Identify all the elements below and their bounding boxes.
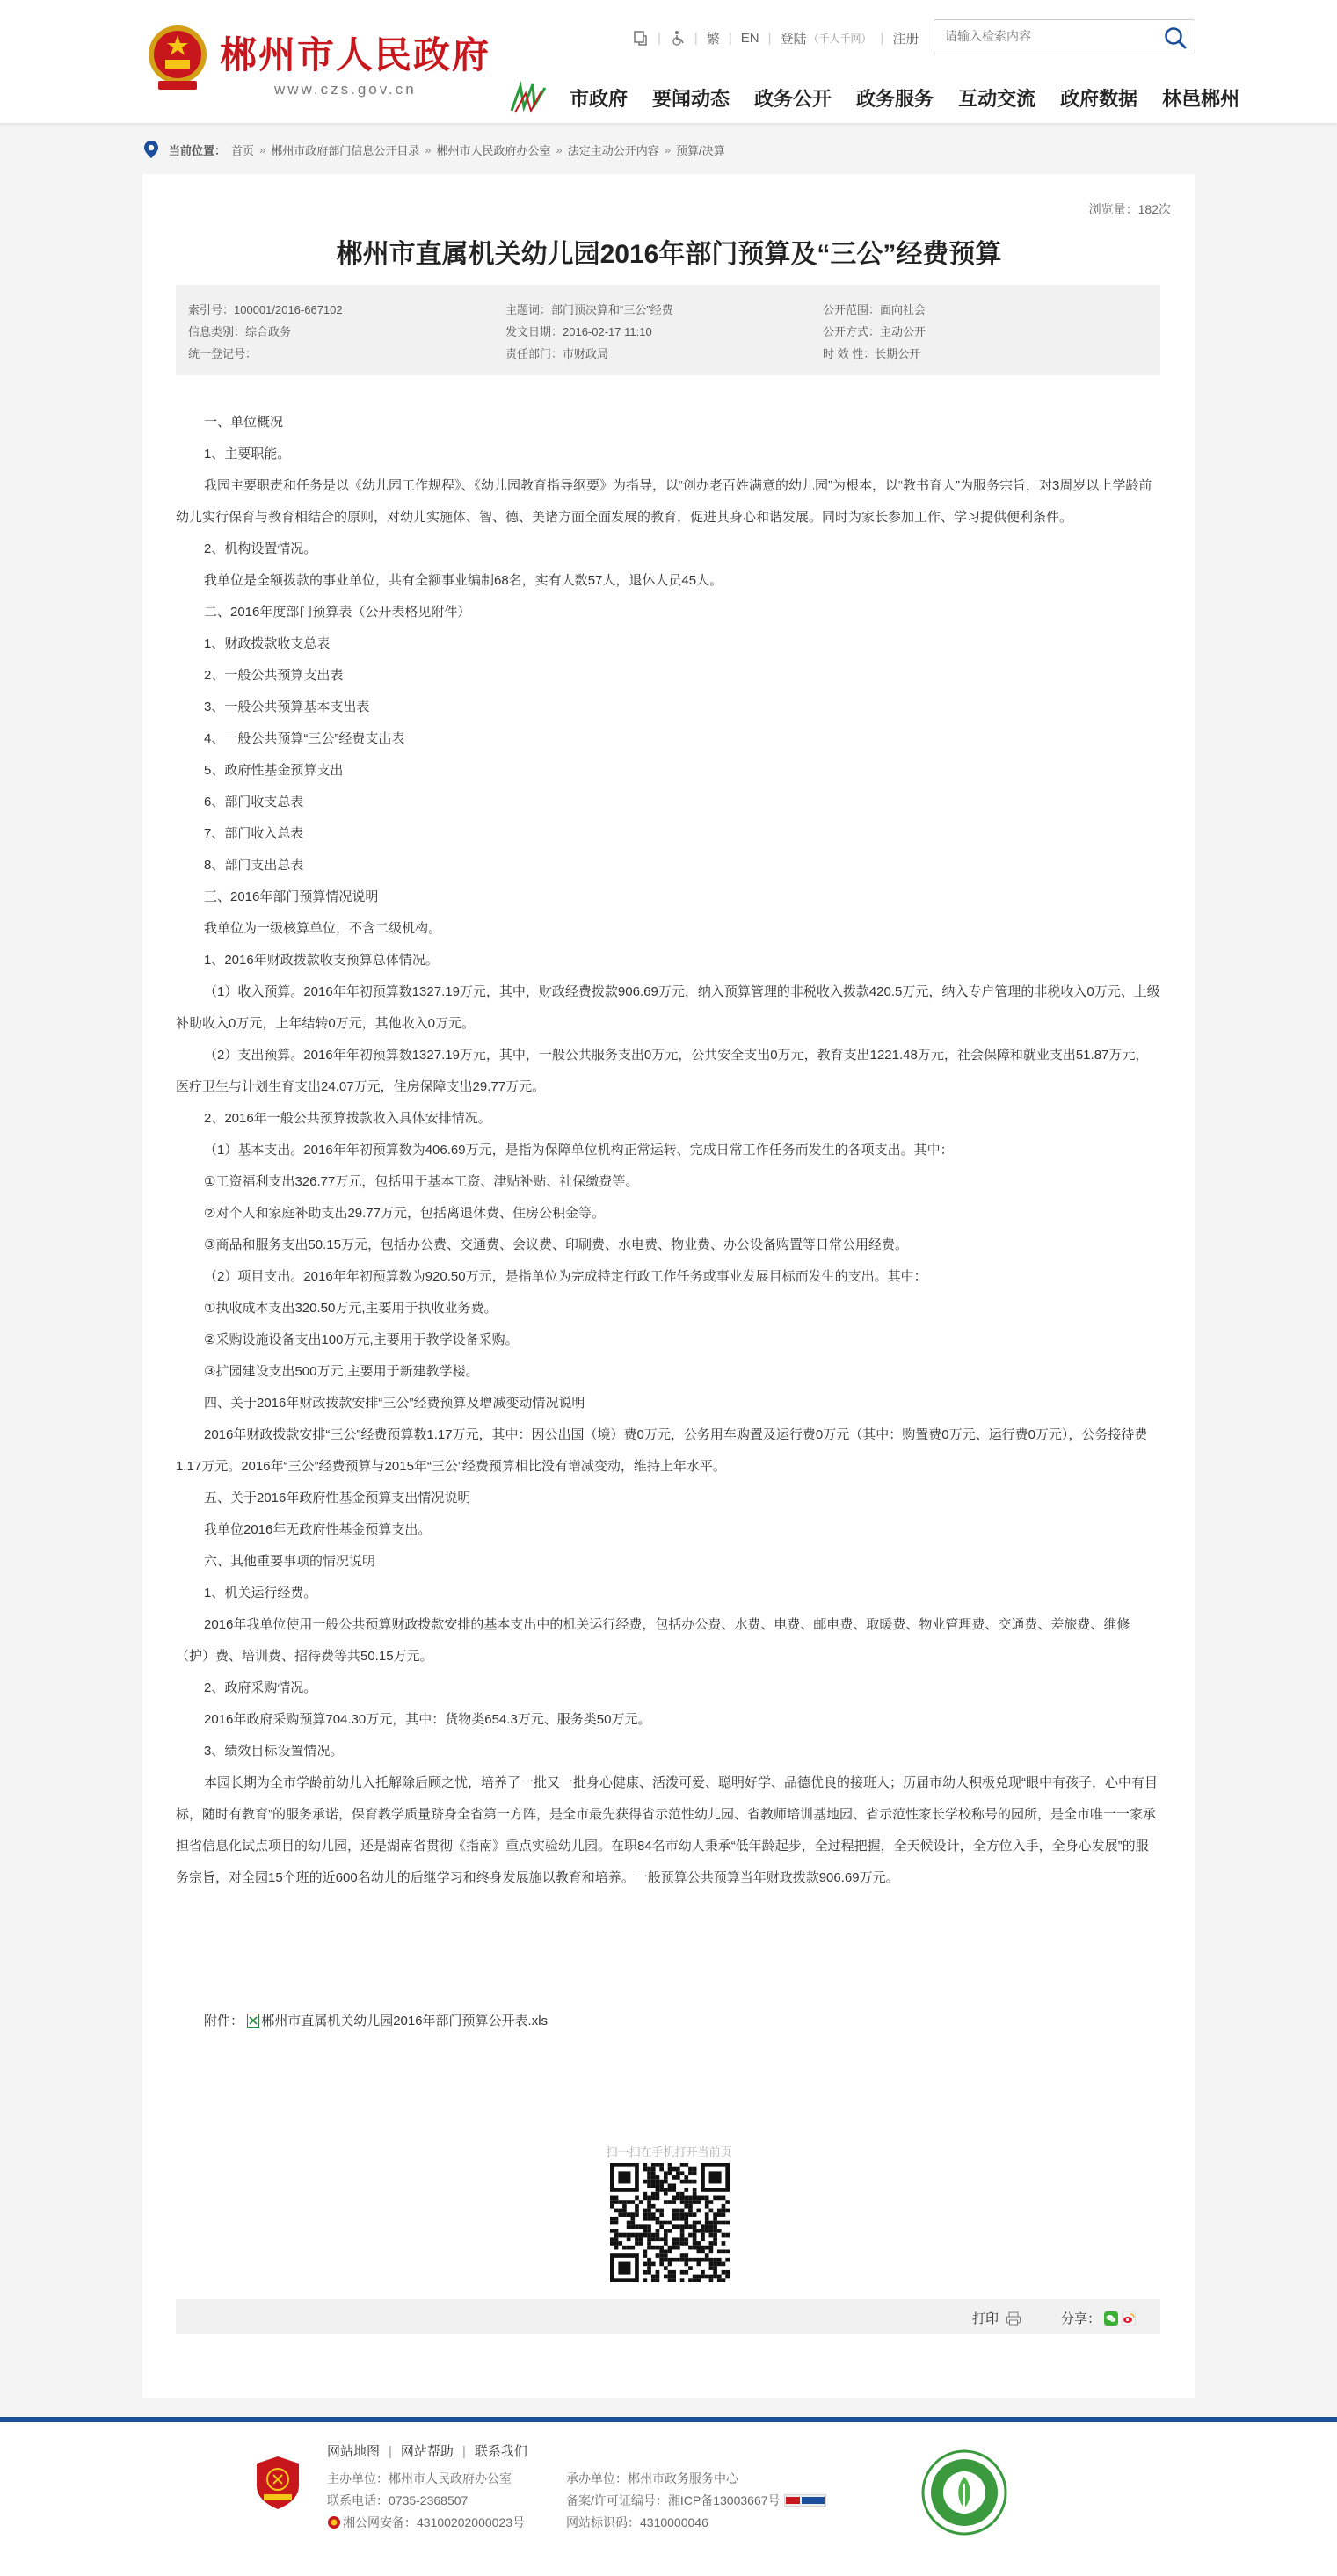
party-gov-badge-icon[interactable] — [255, 2456, 301, 2510]
breadcrumb-statutory[interactable]: 法定主动公开内容 — [567, 143, 659, 157]
article-paragraph: 本园长期为全市学龄前幼儿入托解除后顾之忧，培养了一批又一批身心健康、活泼可爱、聪明好学、品德优良的接班人；历届市幼人积极兑现“眼中有孩子，心中有目标，随时有教育”的服务承诺，保育教学质量跻身全省第一方阵，是全市最先获得省示范性幼儿园、省教师培训基地园、省示范性家长学校称号的园所，是全市唯一一家承担省信息化试点项目的幼儿园，还是湖南省贯彻《指南》重点实验幼儿园。在职84名市幼人秉承“低年龄起步，全过程把握，全天候设计，全方位入手，全身心发展”的服务宗旨，对全园15个班的近600名幼儿的后继学习和终身发展施以教育和培养。一般预算公共预算当年财政拨款906.69万元。 — [176, 1775, 1159, 1885]
article-paragraph: 2、2016年一般公共预算拨款收入具体安排情况。 — [204, 1111, 491, 1126]
footer-info-right — [566, 2468, 826, 2534]
article-paragraph: 2、机构设置情况。 — [204, 541, 317, 556]
login-label: 登陆 — [780, 31, 807, 47]
register-link[interactable]: 注册 — [892, 31, 919, 47]
article-paragraph: 2016年政府采购预算704.30万元，其中：货物类654.3万元、服务类50万元。 — [204, 1712, 651, 1727]
attachment-label: 附件： — [204, 2014, 244, 2028]
cnnic-icon — [784, 2494, 826, 2507]
footer-site-code: 网站标识码：4310000046 — [566, 2515, 708, 2529]
excel-file-icon — [247, 2014, 259, 2028]
top-toolbar: | | 繁 | EN | 登陆 （千人千网） | 注册 — [633, 26, 919, 49]
footer-link-help[interactable]: 网站帮助 — [400, 2444, 454, 2459]
article-paragraph: 四、关于2016年财政拨款安排“三公”经费预算及增减变动情况说明 — [204, 1396, 585, 1411]
breadcrumb-budget[interactable]: 预算/决算 — [676, 143, 725, 157]
meta-category: 信息类别：综合政务 — [188, 325, 292, 338]
article-paragraph: 7、部门收入总表 — [204, 826, 304, 841]
article-paragraph: 我单位为一级核算单位，不含二级机构。 — [204, 921, 442, 936]
footer-icp-text[interactable]: 备案/许可证编号：湘ICP备13003667号 — [566, 2493, 781, 2507]
footer-link-contact[interactable]: 联系我们 — [474, 2444, 527, 2459]
breadcrumb-directory[interactable]: 郴州市政府部门信息公开目录 — [271, 143, 420, 157]
share-print-bar — [176, 2299, 1160, 2334]
meta-date: 发文日期：2016-02-17 11:10 — [505, 325, 652, 338]
article-paragraph: 2、政府采购情况。 — [204, 1680, 317, 1695]
breadcrumb: 当前位置： 首页 » 郴州市政府部门信息公开目录 » 郴州市人民政府办公室 » 法定主动公开内容 » 预算/决算 — [142, 139, 725, 160]
article-paragraph: 4、一般公共预算“三公”经费支出表 — [204, 731, 405, 746]
print-button[interactable] — [972, 2309, 1021, 2327]
meta-row — [188, 343, 1148, 365]
wechat-share-icon[interactable] — [1104, 2311, 1118, 2326]
article-paragraph: 3、绩效目标设置情况。 — [204, 1744, 344, 1759]
breadcrumb-office[interactable]: 郴州市人民政府办公室 — [436, 143, 551, 157]
breadcrumb-label: 当前位置： — [169, 143, 227, 157]
article-paragraph: 2016年财政拨款安排“三公”经费预算数1.17万元，其中：因公出国（境）费0万元，公务用车购置及运行费0万元（其中：购置费0万元、运行费0万元），公务接待费1.17万元。2016年“三公”经费预算与2015年“三公”经费预算相比没有增减变动，维持上年水平。 — [176, 1427, 1148, 1474]
attachment-link[interactable]: 郴州市直属机关幼儿园2016年部门预算公开表.xls — [261, 2014, 549, 2028]
article-paragraph: ①工资福利支出326.77万元，包括用于基本工资、津贴补贴、社保缴费等。 — [204, 1174, 639, 1189]
article-paragraph: 3、一般公共预算基本支出表 — [204, 700, 370, 715]
article-paragraph: 6、部门收支总表 — [204, 795, 304, 809]
article-paragraph: 1、2016年财政拨款收支预算总体情况。 — [204, 953, 439, 968]
nav-item-city-government[interactable]: 市政府 — [570, 88, 629, 110]
article-paragraph: 1、财政拨款收支总表 — [204, 636, 331, 651]
article-card — [142, 174, 1195, 2398]
meta-index-no: 索引号：100001/2016-667102 — [188, 303, 343, 316]
meta-department: 责任部门：市财政局 — [505, 347, 609, 360]
article-paragraph: ③扩园建设支出500万元,主要用于新建教学楼。 — [204, 1364, 479, 1379]
share-label: 分享： — [1060, 2311, 1101, 2326]
login-link[interactable] — [780, 29, 871, 47]
search-icon[interactable] — [1163, 25, 1188, 50]
footer-phone: 联系电话：0735-2368507 — [327, 2493, 469, 2507]
qr-caption: 扫一扫在手机打开当前页 — [606, 2145, 732, 2159]
article-paragraph: 二、2016年度部门预算表（公开表格见附件） — [204, 605, 471, 620]
police-badge-icon — [327, 2515, 341, 2529]
article-paragraph: （1）基本支出。2016年年初预算数为406.69万元，是指为保障单位机构正常运转、完成日常工作任务而发生的各项支出。其中： — [204, 1143, 954, 1157]
article-paragraph: 我园主要职责和任务是以《幼儿园工作规程》、《幼儿园教育指导纲要》为指导，以“创办老百姓满意的幼儿园”为根本，以“教书育人”为服务宗旨，对3周岁以上学龄前幼儿实行保育与教育相结合的原则，对幼儿实施体、智、德、美诸方面全面发展的教育，促进其身心和谐发展。同时为家长参加工作、学习提供便利条件。 — [176, 478, 1152, 525]
wheelchair-icon — [670, 30, 686, 46]
nav-item-interaction[interactable]: 互动交流 — [958, 88, 1036, 110]
meta-method: 公开方式：主动公开 — [823, 325, 926, 338]
traditional-chinese-link[interactable]: 繁 — [706, 31, 720, 47]
view-count: 浏览量：182次 — [1088, 202, 1171, 216]
search-input[interactable] — [934, 20, 1166, 52]
main-nav — [570, 84, 1239, 112]
site-footer — [0, 2422, 1337, 2576]
article-paragraph: 一、单位概况 — [204, 415, 284, 430]
meta-row — [188, 299, 1148, 321]
qr-code-icon — [610, 2163, 730, 2282]
article-paragraph: 8、部门支出总表 — [204, 858, 304, 873]
meta-validity: 时 效 性：长期公开 — [823, 347, 921, 360]
accessibility-icon — [633, 30, 649, 46]
share-group — [1061, 2309, 1136, 2327]
footer-undertaker: 承办单位：郴州市政务服务中心 — [566, 2471, 738, 2485]
article-paragraph: 六、其他重要事项的情况说明 — [204, 1554, 376, 1569]
footer-info-left — [327, 2468, 525, 2534]
article-body — [176, 407, 1160, 1894]
article-paragraph: 我单位2016年无政府性基金预算支出。 — [204, 1522, 432, 1537]
footer-link-sitemap[interactable]: 网站地图 — [327, 2444, 381, 2459]
nav-item-news[interactable]: 要闻动态 — [652, 88, 730, 110]
article-paragraph: ②采购设施设备支出100万元,主要用于教学设备采购。 — [204, 1332, 519, 1347]
meta-registration-no: 统一登记号： — [188, 347, 258, 360]
english-link[interactable]: EN — [740, 30, 759, 46]
meta-row — [188, 321, 1148, 343]
site-title[interactable]: 郴州市人民政府 — [220, 36, 491, 76]
article-paragraph: （2）项目支出。2016年年初预算数为920.50万元，是指单位为完成特定行政工作任务或事业发展目标而发生的支出。其中： — [204, 1269, 927, 1284]
footer-icp — [566, 2490, 826, 2512]
nav-decoration-icon — [508, 81, 552, 116]
print-label: 打印 — [971, 2311, 999, 2326]
article-paragraph: 2、一般公共预算支出表 — [204, 668, 344, 683]
nav-item-linyi-chenzhou[interactable]: 林邑郴州 — [1162, 88, 1240, 110]
breadcrumb-home[interactable]: 首页 — [231, 143, 255, 157]
search-box — [934, 19, 1195, 54]
article-paragraph: （1）收入预算。2016年年初预算数1327.19万元，其中，财政经费拨款906.69万元，纳入预算管理的非税收入拨款420.5万元，纳入专户管理的非税收入0万元、上级补助收入0万元，上年结转0万元，其他收入0万元。 — [176, 984, 1160, 1031]
footer-police — [327, 2512, 525, 2534]
meta-keywords: 主题词：部门预决算和“三公”经费 — [505, 303, 673, 316]
article-paragraph: ②对个人和家庭补助支出29.77万元，包括离退休费、住房公积金等。 — [204, 1206, 605, 1221]
footer-links: 网站地图 | 网站帮助 | 联系我们 — [327, 2444, 527, 2459]
nav-item-gov-affairs-open[interactable]: 政务公开 — [754, 88, 832, 110]
article-paragraph: 三、2016年部门预算情况说明 — [204, 889, 379, 904]
site-header — [0, 0, 1337, 123]
accessibility-button[interactable] — [633, 30, 649, 46]
elderly-mode-button[interactable] — [670, 30, 686, 46]
article-paragraph: 2016年我单位使用一般公共预算财政拨款安排的基本支出中的机关运行经费，包括办公费、水费、电费、邮电费、取暖费、物业管理费、交通费、差旅费、维修（护）费、培训费、招待费等共50.15万元。 — [176, 1617, 1130, 1664]
article-paragraph: 1、机关运行经费。 — [204, 1586, 317, 1600]
printer-icon — [1006, 2311, 1021, 2326]
article-paragraph: 1、主要职能。 — [204, 446, 291, 461]
meta-scope: 公开范围：面向社会 — [823, 303, 926, 316]
nav-item-gov-data[interactable]: 政府数据 — [1060, 88, 1138, 110]
login-note: （千人千网） — [808, 32, 872, 45]
article-title: 郴州市直属机关幼儿园2016年部门预算及“三公”经费预算 — [336, 240, 1002, 269]
article-paragraph: ③商品和服务支出50.15万元，包括办公费、交通费、会议费、印刷费、水电费、物业费、办公设备购置等日常公用经费。 — [204, 1237, 908, 1252]
nav-item-gov-services[interactable]: 政务服务 — [856, 88, 934, 110]
article-paragraph: 五、关于2016年政府性基金预算支出情况说明 — [204, 1491, 471, 1506]
site-url: www.czs.gov.cn — [274, 81, 417, 98]
national-emblem-icon[interactable] — [146, 23, 209, 93]
article-paragraph: （2）支出预算。2016年年初预算数1327.19万元，其中，一般公共服务支出0万元，公共安全支出0万元，教育支出1221.48万元，社会保障和就业支出51.87万元，医疗卫生与计划生育支出24.07万元，住房保障支出29.77万元。 — [176, 1048, 1149, 1094]
article-paragraph: ①执收成本支出320.50万元,主要用于执收业务费。 — [204, 1301, 498, 1316]
location-pin-icon — [142, 140, 160, 159]
article-paragraph: 我单位是全额拨款的事业单位，共有全额事业编制68名，实有人数57人，退休人员45人。 — [204, 573, 723, 588]
article-paragraph: 5、政府性基金预算支出 — [204, 763, 344, 778]
weibo-share-icon[interactable] — [1122, 2311, 1136, 2326]
footer-host: 主办单位：郴州市人民政府办公室 — [327, 2471, 512, 2485]
footer-police-text[interactable]: 湘公网安备：43100202000023号 — [343, 2515, 526, 2529]
civilized-website-seal-icon[interactable] — [921, 2449, 1007, 2536]
article-meta — [176, 285, 1160, 375]
attachment — [204, 2011, 548, 2029]
